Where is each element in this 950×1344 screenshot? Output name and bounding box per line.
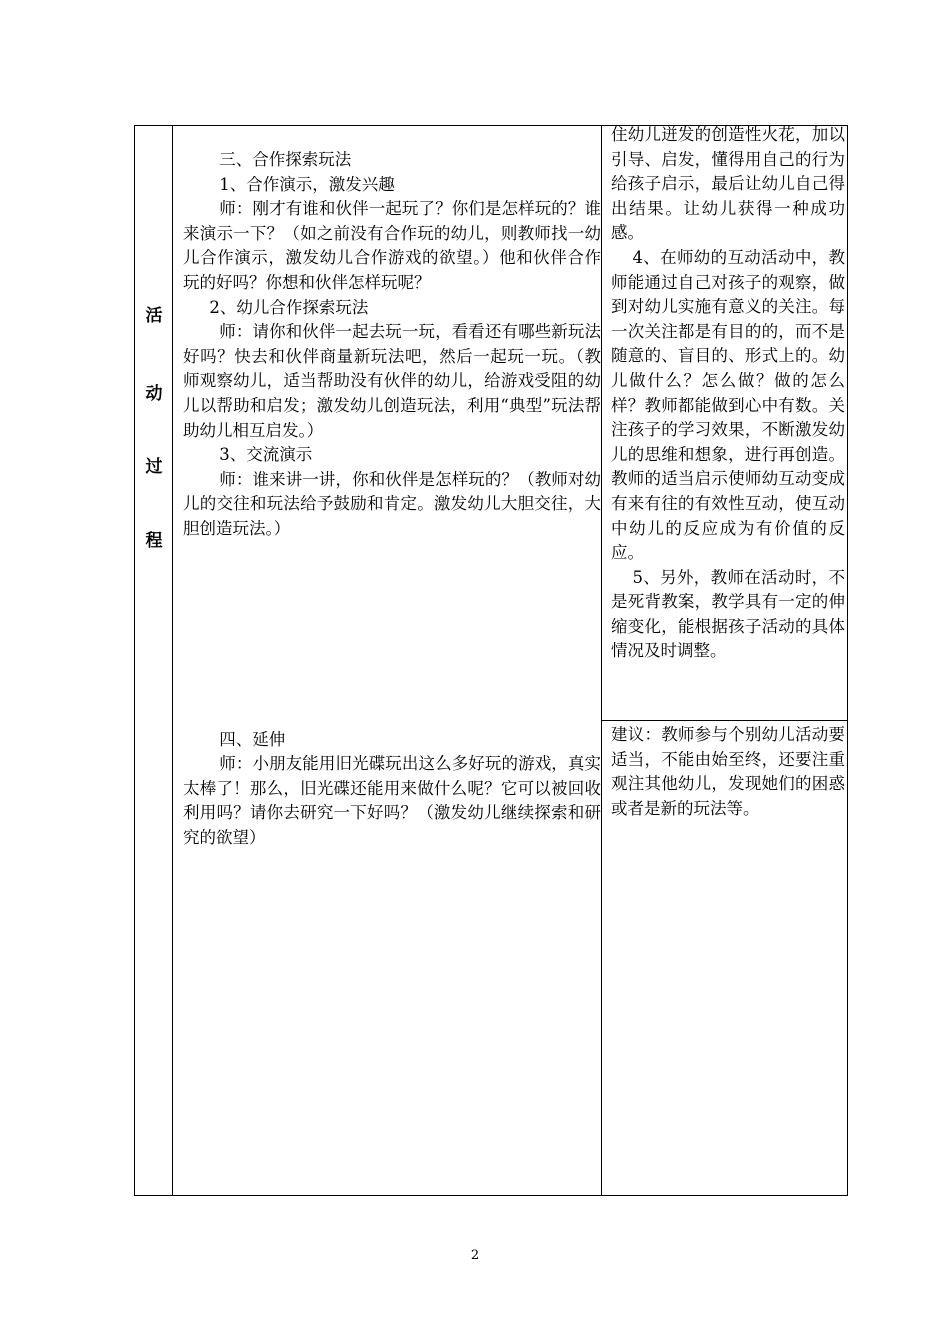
suggestion-content xyxy=(611,723,845,821)
reflection-content xyxy=(611,123,845,664)
blank-space xyxy=(183,542,601,728)
activity-process-table xyxy=(134,125,848,1196)
section-label xyxy=(135,126,173,1195)
page-number: 2 xyxy=(470,1248,480,1263)
reflection-para-4: 4、在师幼的互动活动中，教师能通过自己对孩子的观察，做到对幼儿实施有意义的关注。每一次关注都是有目的的，而不是随意的、盲目的、形式上的。幼儿做什么？怎么做？做的怎么样？教师都能做到心中有数。关注孩子的学习效果，不断激发幼儿的思维和想象，进行再创造。教师的适当启示使师幼互动变成有来有往的有效性互动，使互动中幼儿的反应成为有价值的反应。 xyxy=(611,247,845,563)
item1-heading: 1、合作演示，激发兴趣 xyxy=(219,174,395,194)
section-label-char: 过 xyxy=(145,457,163,477)
reflection-para-cont: 住幼儿迸发的创造性火花，加以引导、启发，懂得用自己的行为给孩子启示，最后让幼儿自己得出结果。让幼儿获得一种成功感。 xyxy=(611,125,845,243)
item2-heading: 2、幼儿合作探索玩法 xyxy=(209,297,369,317)
item1-text: 师：刚才有谁和伙伴一起玩了？你们是怎样玩的？谁来演示一下？（如之前没有合作玩的幼儿，则教师找一幼儿合作演示，激发幼儿合作游戏的欲望。）他和伙伴合作玩的好吗？你想和伙伴怎样玩呢？ xyxy=(183,199,601,292)
item3-text: 师：谁来讲一讲，你和伙伴是怎样玩的？（教师对幼儿的交往和玩法给予鼓励和肯定。激发幼儿大胆交往，大胆创造玩法。） xyxy=(183,469,601,538)
section-label-char: 程 xyxy=(145,531,163,551)
process-content xyxy=(183,148,601,850)
part3-heading: 三、合作探索玩法 xyxy=(219,150,352,169)
suggestion-text: 建议：教师参与个别幼儿活动要适当，不能由始至终，还要注重观注其他幼儿，发现她们的困惑或者是新的玩法等。 xyxy=(611,725,845,818)
reflection-para-5: 5、另外，教师在活动时，不是死背教案，教学具有一定的伸缩变化，能根据孩子活动的具体情况及时调整。 xyxy=(611,567,845,661)
part4-text: 师：小朋友能用旧光碟玩出这么多好玩的游戏，真实太棒了！那么，旧光碟还能用来做什么呢？它可以被回收利用吗？请你去研究一下好吗？（激发幼儿继续探索和研究的欲望） xyxy=(183,754,601,847)
column-divider-2 xyxy=(601,126,602,1195)
item2-text: 师：请你和伙伴一起去玩一玩，看看还有哪些新玩法好吗？快去和伙伴商量新玩法吧，然后一起玩一玩。（教师观察幼儿，适当帮助没有伙伴的幼儿，给游戏受阻的幼儿以帮助和启发；激发幼儿创造玩法，利用“典型”玩法帮助幼儿相互启发。） xyxy=(183,322,601,440)
section-label-char: 活 xyxy=(145,306,163,326)
item3-heading: 3、交流演示 xyxy=(219,445,313,465)
right-row-divider xyxy=(601,720,847,721)
part4-heading: 四、延伸 xyxy=(219,729,286,749)
section-label-char: 动 xyxy=(145,384,163,404)
